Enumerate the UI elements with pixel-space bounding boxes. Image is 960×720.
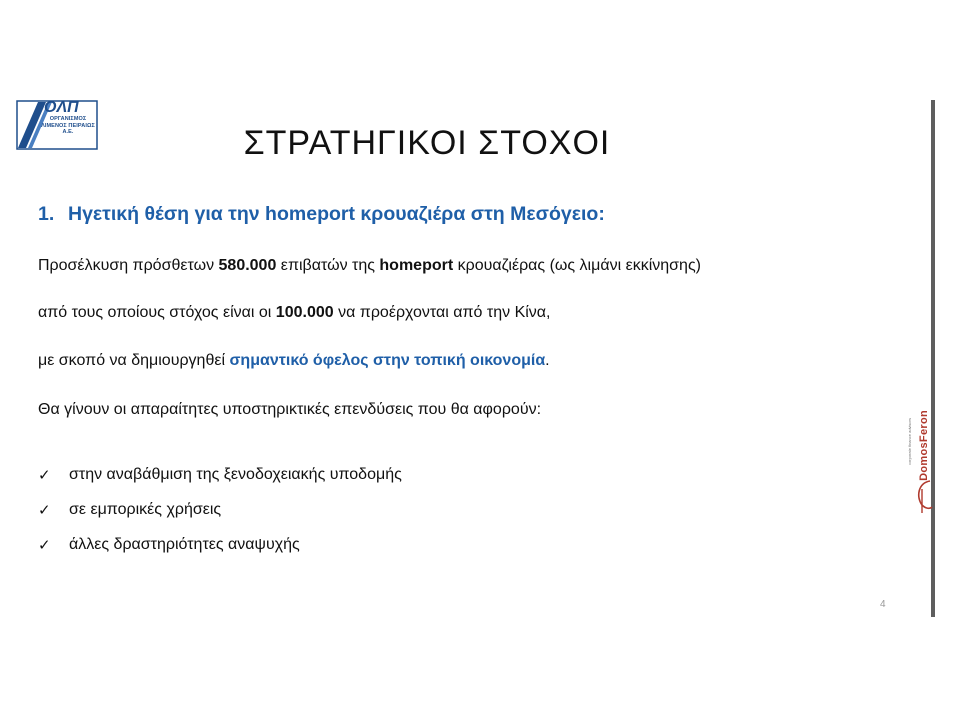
checklist bbox=[38, 466, 402, 571]
heading-number: 1. bbox=[38, 203, 55, 225]
domosferon-tagline: corporate finance advisors bbox=[907, 418, 912, 465]
p2-text-a: από τους οποίους στόχος είναι οι bbox=[38, 304, 276, 321]
check-icon: ✓ bbox=[38, 502, 51, 519]
p1-bold-homeport: homeport bbox=[379, 257, 454, 274]
checklist-item bbox=[38, 466, 402, 501]
paragraph-3 bbox=[38, 352, 550, 370]
p2-text-c: να προέρχονται από την Κίνα, bbox=[333, 304, 551, 321]
heading-text: Ηγετική θέση για την homeport κρουαζιέρα στη Μεσόγειο: bbox=[68, 203, 605, 225]
checklist-item-label: στην αναβάθμιση της ξενοδοχειακής υποδομής bbox=[69, 466, 402, 483]
paragraph-1 bbox=[38, 257, 701, 275]
section-heading bbox=[38, 203, 605, 226]
p1-text-e: κρουαζιέρας (ως λιμάνι εκκίνησης) bbox=[453, 257, 701, 274]
p1-bold-number: 580.000 bbox=[218, 257, 277, 274]
slide-title: ΣΤΡΑΤΗΓΙΚΟΙ ΣΤΟΧΟΙ bbox=[243, 124, 611, 162]
p2-bold-number: 100.000 bbox=[275, 304, 334, 321]
olp-subtitle: ΟΡΓΑΝΙΣΜΟΣ ΛΙΜΕΝΟΣ ΠΕΙΡΑΙΩΣ Α.Ε. bbox=[41, 116, 95, 135]
check-icon: ✓ bbox=[38, 537, 51, 554]
domosferon-logo-icon bbox=[900, 405, 940, 515]
checklist-item bbox=[38, 501, 402, 536]
p1-text-a: Προσέλκυση πρόσθετων bbox=[38, 257, 219, 274]
page-number: 4 bbox=[880, 599, 886, 610]
checklist-item-label: άλλες δραστηριότητες αναψυχής bbox=[69, 536, 300, 553]
p3-text-a: με σκοπό να δημιουργηθεί bbox=[38, 352, 230, 369]
olp-brand-text: ΟΛΠ bbox=[44, 99, 79, 116]
checklist-item bbox=[38, 536, 402, 571]
paragraph-4: Θα γίνουν οι απαραίτητες υποστηρικτικές επενδύσεις που θα αφορούν: bbox=[38, 401, 542, 418]
p3-highlight: σημαντικό όφελος στην τοπική οικονομία bbox=[229, 352, 546, 369]
check-icon: ✓ bbox=[38, 467, 51, 484]
checklist-item-label: σε εμπορικές χρήσεις bbox=[69, 501, 222, 518]
domosferon-brand-name: DomosFeron bbox=[918, 410, 930, 481]
p1-text-c: επιβατών της bbox=[276, 257, 380, 274]
paragraph-2 bbox=[38, 304, 550, 322]
right-divider-bar bbox=[931, 100, 935, 617]
p3-text-c: . bbox=[545, 352, 550, 369]
